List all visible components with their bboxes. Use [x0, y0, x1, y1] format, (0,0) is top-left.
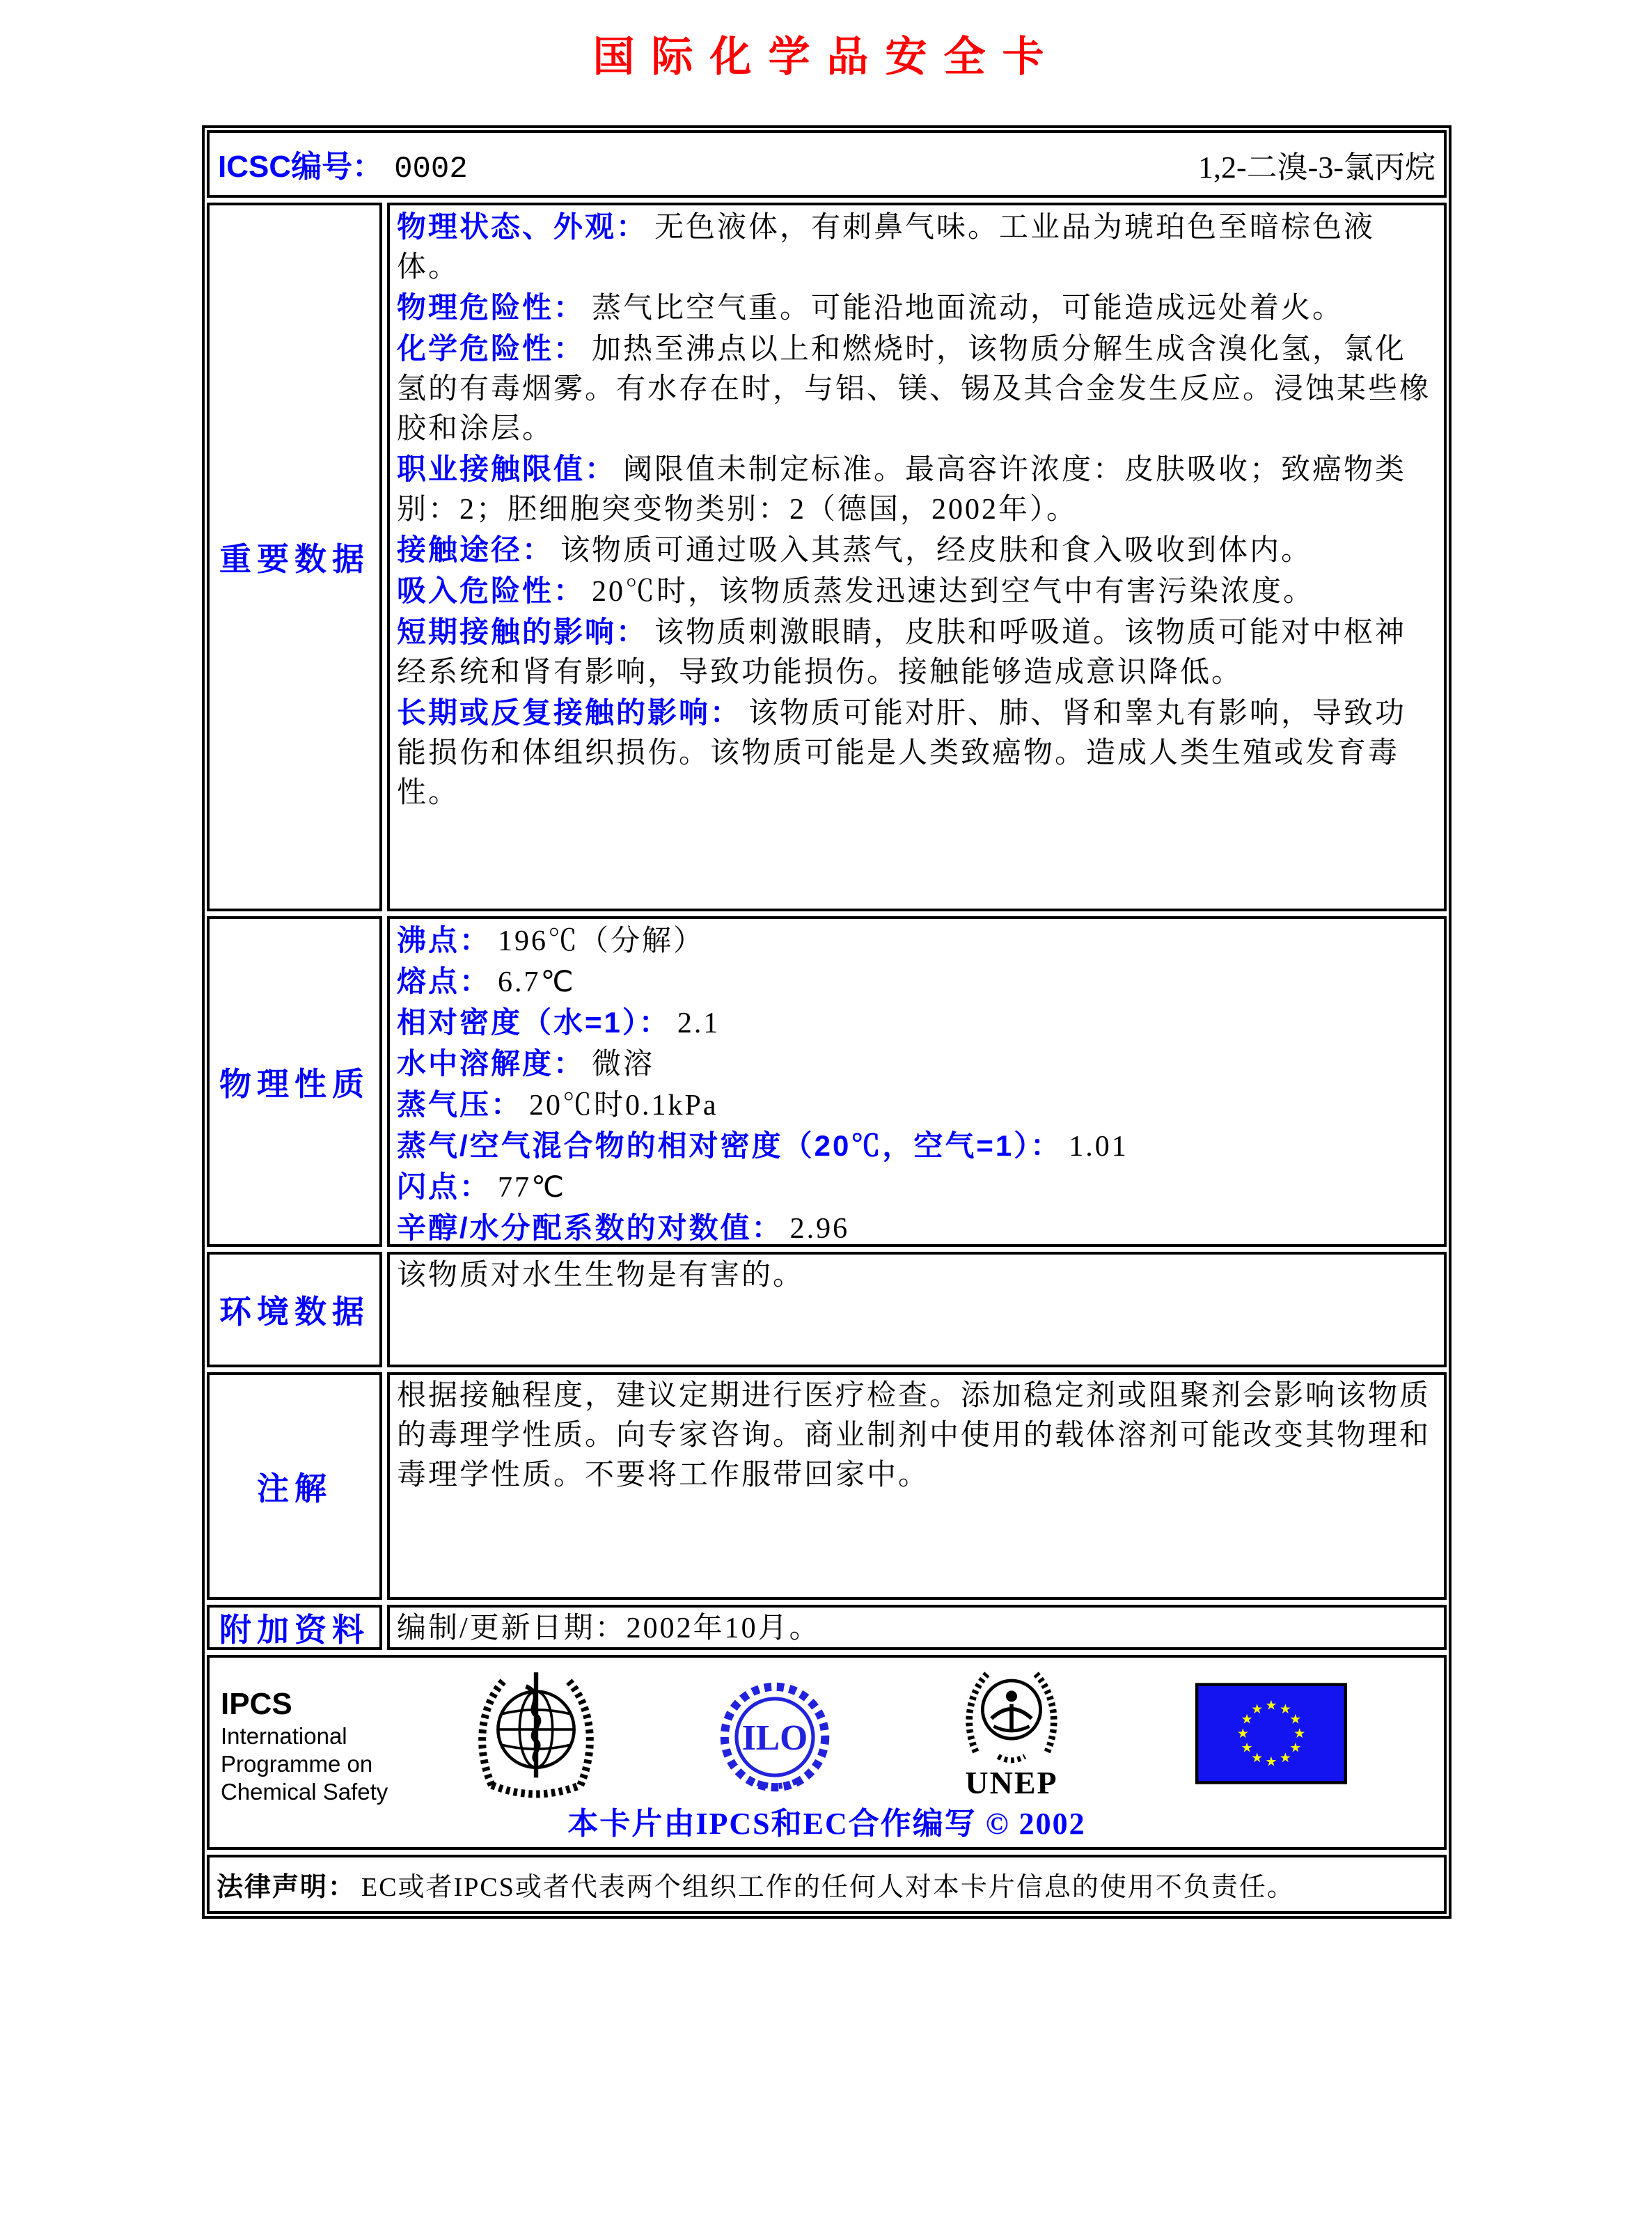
field-label: 沸点： — [397, 924, 491, 957]
field-label: 蒸气/空气混合物的相对密度（20℃，空气=1）： — [397, 1129, 1062, 1162]
who-logo-icon — [473, 1663, 599, 1811]
data-item — [397, 207, 1437, 288]
footer-logos — [207, 1655, 1447, 1850]
svg-text:★: ★ — [1265, 1697, 1277, 1713]
field-value: 2.96 — [789, 1213, 850, 1245]
svg-text:★: ★ — [1236, 1726, 1249, 1741]
data-item — [397, 1003, 1437, 1044]
data-item — [397, 530, 1437, 571]
legal-notice-label: 法律声明： — [217, 1873, 356, 1902]
data-item — [397, 1126, 1437, 1167]
svg-text:★: ★ — [1251, 1750, 1264, 1766]
data-item — [397, 612, 1437, 693]
field-label: 辛醇/水分配系数的对数值： — [397, 1211, 783, 1244]
field-label: 短期接触的影响： — [397, 615, 648, 648]
data-item — [397, 449, 1437, 530]
ipcs-subtitle-line: Programme on — [221, 1750, 373, 1777]
data-item — [397, 571, 1437, 612]
section-text: 编制/更新日期：2002年10月。 — [397, 1612, 821, 1644]
data-item — [397, 1085, 1437, 1126]
svg-text:★: ★ — [1241, 1711, 1253, 1727]
section-label-additional-information — [207, 1605, 382, 1650]
svg-text:★: ★ — [1289, 1711, 1302, 1727]
field-label: 吸入危险性： — [397, 574, 585, 607]
data-item — [397, 329, 1437, 449]
field-label: 接触途径： — [397, 533, 554, 566]
svg-text:★: ★ — [1265, 1754, 1277, 1770]
copyright-line: 本卡片由IPCS和EC合作编写 © 2002 — [567, 1807, 1086, 1841]
icsc-card — [202, 125, 1452, 1919]
section-label-important-data — [207, 203, 382, 911]
field-value: 该物质刺激眼睛，皮肤和呼吸道。该物质可能对中枢神经系统和肾有影响，导致功能损伤。接触能够造成意识降低。 — [397, 617, 1407, 689]
ipcs-subtitle-line: Chemical Safety — [221, 1779, 388, 1805]
field-value: 196℃（分解） — [498, 925, 705, 957]
ilo-logo-icon — [715, 1669, 835, 1805]
section-label-text: 重要数据 — [219, 541, 370, 577]
unep-logo — [949, 1662, 1074, 1799]
section-content-environmental-data — [387, 1252, 1447, 1367]
section-label-physical-properties — [207, 916, 382, 1247]
field-label: 物理状态、外观： — [397, 210, 648, 243]
svg-text:★: ★ — [1251, 1702, 1264, 1718]
ipcs-logo — [221, 1687, 388, 1806]
icsc-number-value: 0002 — [394, 152, 468, 187]
field-value: 阈限值未制定标准。最高容许浓度：皮肤吸收；致癌物类别：2；胚细胞突变物类别：2（德国，2002年）。 — [397, 454, 1407, 526]
field-value: 20℃时0.1kPa — [529, 1090, 718, 1122]
svg-text:★: ★ — [1293, 1726, 1306, 1741]
data-item — [397, 693, 1437, 813]
section-content-notes — [387, 1372, 1447, 1600]
svg-text:★: ★ — [1241, 1740, 1253, 1756]
section-label-environmental-data — [207, 1252, 382, 1367]
field-label: 闪点： — [397, 1170, 491, 1203]
unep-emblem-icon — [956, 1662, 1067, 1766]
field-value: 加热至沸点以上和燃烧时，该物质分解生成含溴化氢，氯化氢的有毒烟雾。有水存在时，与铝、镁、锡及其合金发生反应。浸蚀某些橡胶和涂层。 — [397, 333, 1431, 445]
field-label: 长期或反复接触的影响： — [397, 696, 742, 729]
section-label-text: 物理性质 — [219, 1065, 370, 1102]
ipcs-acronym: IPCS — [221, 1687, 292, 1721]
field-value: 2.1 — [677, 1007, 721, 1039]
icsc-number-label: ICSC编号： — [218, 150, 384, 184]
legal-notice — [207, 1855, 1447, 1914]
field-value: 微溶 — [592, 1048, 655, 1081]
section-content-physical-properties — [387, 916, 1447, 1247]
eu-flag-icon — [1195, 1683, 1347, 1784]
field-label: 化学危险性： — [397, 332, 585, 365]
ilo-label: ILO — [741, 1718, 808, 1759]
field-value: 77℃ — [498, 1172, 567, 1204]
unep-label: UNEP — [965, 1765, 1058, 1800]
page-title: 国际化学品安全卡 — [592, 34, 1061, 80]
field-value: 蒸气比空气重。可能沿地面流动，可能造成远处着火。 — [592, 292, 1344, 324]
legal-notice-text: EC或者IPCS或者代表两个组织工作的任何人对本卡片信息的使用不负责任。 — [361, 1873, 1295, 1902]
svg-text:★: ★ — [1279, 1750, 1291, 1766]
section-label-text: 附加资料 — [219, 1611, 370, 1648]
data-item — [397, 961, 1437, 1003]
field-value: 该物质可能对肝、肺、肾和睾丸有影响，导致功能损伤和体组织损伤。该物质可能是人类致癌物。造成人类生殖或发育毒性。 — [397, 698, 1407, 809]
field-label: 熔点： — [397, 965, 491, 998]
field-value: 无色液体，有刺鼻气味。工业品为琥珀色至暗棕色液体。 — [397, 212, 1376, 283]
data-item — [397, 920, 1437, 961]
data-item — [397, 1208, 1437, 1247]
field-value: 6.7℃ — [498, 966, 576, 998]
field-value: 该物质可通过吸入其蒸气，经皮肤和食入吸收到体内。 — [560, 535, 1313, 567]
data-item — [397, 288, 1437, 329]
field-value: 1.01 — [1069, 1131, 1128, 1163]
field-label: 水中溶解度： — [397, 1047, 585, 1080]
icsc-number-group — [218, 141, 468, 187]
chemical-name: 1,2-二溴-3-氯丙烷 — [1198, 150, 1435, 184]
section-label-notes — [207, 1372, 382, 1600]
section-label-text: 环境数据 — [219, 1294, 370, 1330]
ipcs-subtitle-line: International — [221, 1722, 347, 1749]
field-label: 相对密度（水=1）： — [397, 1006, 670, 1039]
section-content-important-data — [387, 203, 1447, 911]
data-item — [397, 1044, 1437, 1085]
section-content-additional-information — [387, 1605, 1447, 1650]
svg-text:★: ★ — [1289, 1740, 1302, 1756]
section-label-text: 注解 — [257, 1470, 332, 1507]
section-text: 该物质对水生生物是有害的。 — [397, 1259, 805, 1291]
field-label: 蒸气压： — [397, 1088, 523, 1121]
field-label: 物理危险性： — [397, 291, 585, 324]
section-text: 根据接触程度，建议定期进行医疗检查。添加稳定剂或阻聚剂会影响该物质的毒理学性质。向专家咨询。商业制剂中使用的载体溶剂可能改变其物理和毒理学性质。不要将工作服带回家中。 — [397, 1380, 1431, 1491]
header-row — [207, 130, 1447, 198]
data-item — [397, 1167, 1437, 1208]
svg-text:★: ★ — [1279, 1702, 1291, 1718]
field-value: 20℃时，该物质蒸发迅速达到空气中有害污染浓度。 — [592, 576, 1315, 608]
field-label: 职业接触限值： — [397, 453, 617, 485]
